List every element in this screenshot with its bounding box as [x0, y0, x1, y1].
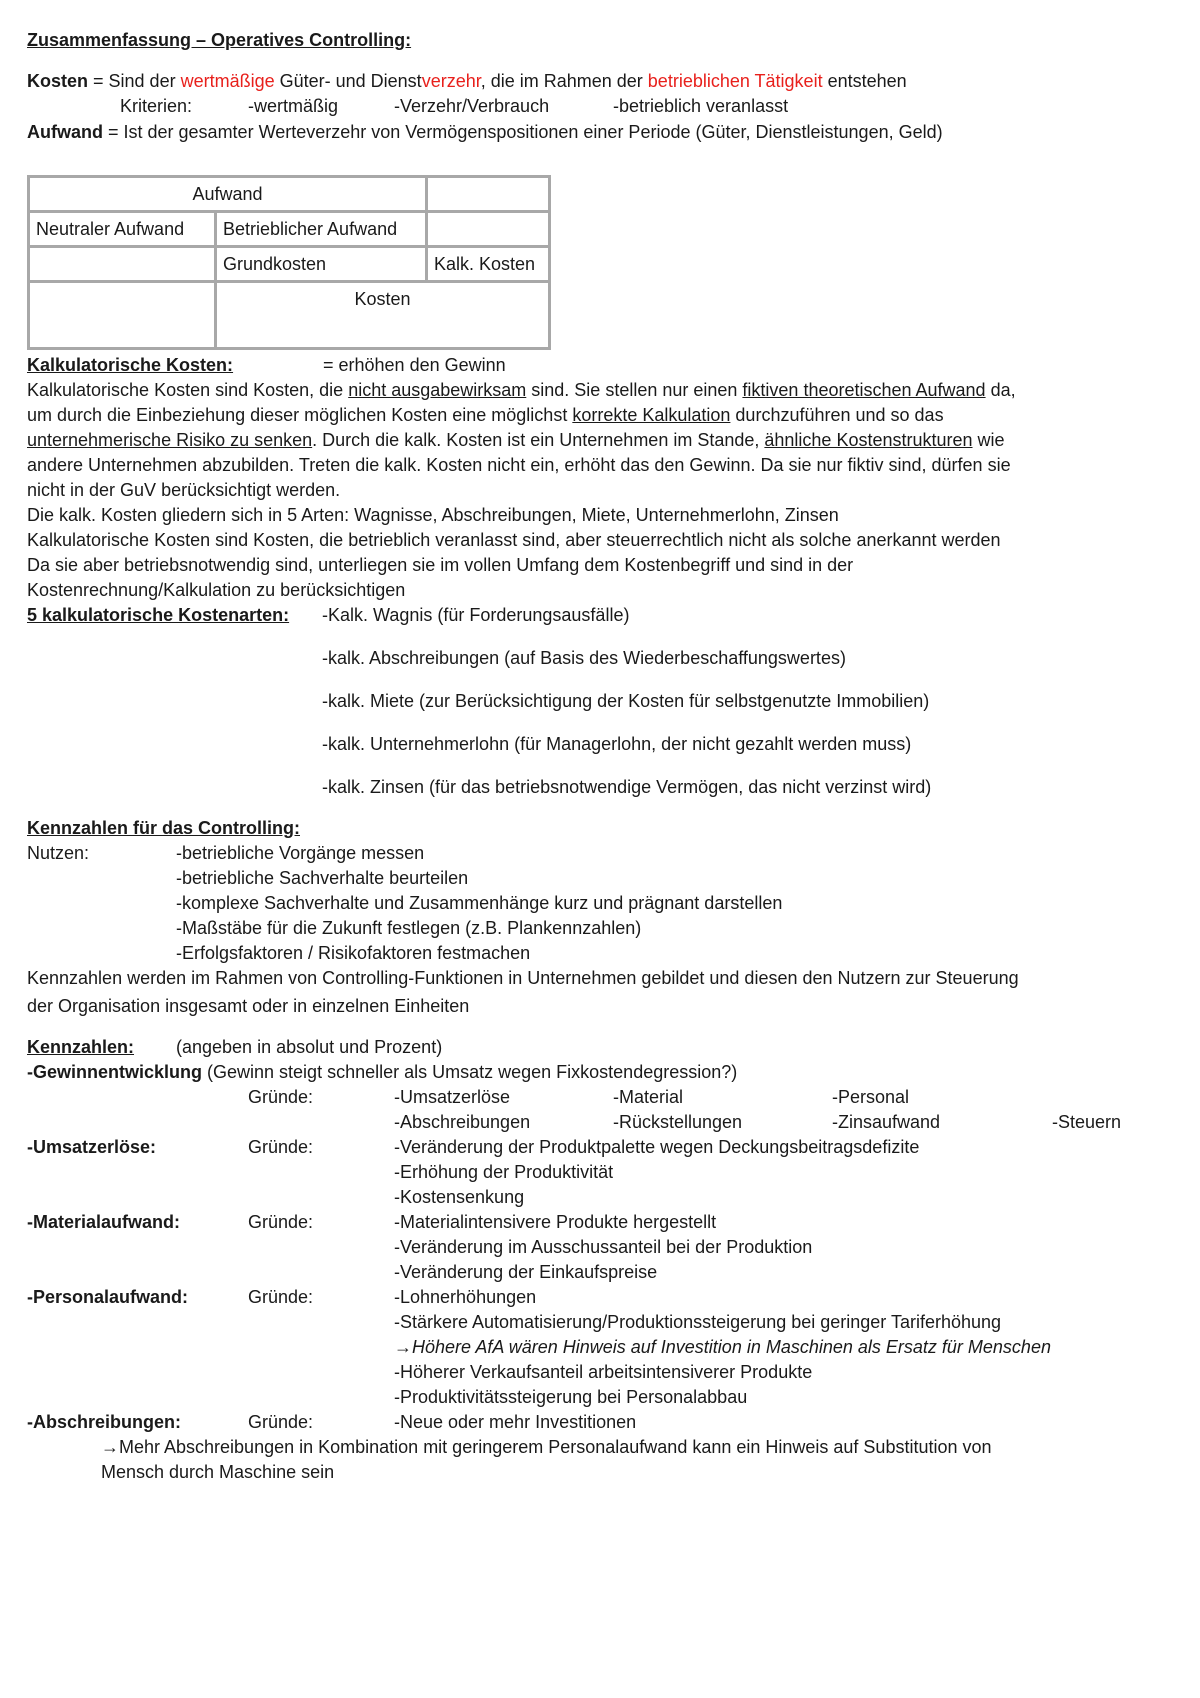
text-underlined: fiktiven theoretischen Aufwand: [742, 380, 986, 400]
kostenart-item: -kalk. Miete (zur Berücksichtigung der Kosten für selbstgenutzte Immobilien): [322, 691, 930, 711]
kosten-text: = Sind der: [88, 71, 181, 91]
text-underlined: unternehmerische Risiko zu senken: [27, 430, 313, 450]
kriterium-item: -Verzehr/Verbrauch: [394, 96, 550, 116]
abschreibungen-note: [101, 1436, 992, 1458]
materialaufwand-label: -Materialaufwand:: [27, 1212, 181, 1232]
text-span: . Durch die kalk. Kosten ist ein Unternehmen im Stande,: [312, 430, 765, 450]
gruende-label: Gründe:: [248, 1137, 314, 1157]
kennzahlen-paragraph-line: Kennzahlen werden im Rahmen von Controlling-Funktionen in Unternehmen gebildet und diesen den Nutzern zur Steuerung: [27, 968, 1019, 988]
grund-item: -Material: [613, 1087, 684, 1107]
text-span: Mehr Abschreibungen in Kombination mit geringerem Personalaufwand kann ein Hinweis auf Substitution von: [119, 1437, 992, 1457]
table-cell-empty: [427, 177, 550, 212]
kalk-paragraph-line: nicht in der GuV berücksichtigt werden.: [27, 480, 341, 500]
kosten-text: Güter- und Dienst: [274, 71, 422, 91]
kalk-paragraph-line: Die kalk. Kosten gliedern sich in 5 Arten: Wagnisse, Abschreibungen, Miete, Unternehmerlohn, Zinsen: [27, 505, 839, 525]
grund-item: -Rückstellungen: [613, 1112, 743, 1132]
kalk-paragraph-line: [27, 404, 944, 426]
table-cell-empty: [29, 247, 216, 282]
table-cell-empty: [29, 282, 216, 349]
kostenart-item: -kalk. Unternehmerlohn (für Managerlohn, der nicht gezahlt werden muss): [322, 734, 912, 754]
grund-item: -Kostensenkung: [394, 1187, 525, 1207]
gewinnentwicklung-note: (Gewinn steigt schneller als Umsatz wegen Fixkostendegression?): [202, 1062, 738, 1082]
umsatzerloese-label: -Umsatzerlöse:: [27, 1137, 157, 1157]
gruende-label: Gründe:: [248, 1212, 314, 1232]
nutzen-item: -betriebliche Sachverhalte beurteilen: [176, 868, 469, 888]
table-cell-neutral: Neutraler Aufwand: [29, 212, 216, 247]
kalk-heading-note: = erhöhen den Gewinn: [323, 355, 506, 375]
grund-item: -Erhöhung der Produktivität: [394, 1162, 614, 1182]
arrow-right-icon: →: [101, 1437, 119, 1457]
kalk-paragraph-line: Kalkulatorische Kosten sind Kosten, die betrieblich veranlasst sind, aber steuerrechtlich nicht als solche anerkannt werden: [27, 530, 1001, 550]
nutzen-item: -Erfolgsfaktoren / Risikofaktoren festmachen: [176, 943, 531, 963]
kosten-text: , die im Rahmen der: [480, 71, 648, 91]
grund-item-note: [394, 1336, 1051, 1358]
kennzahlen-paragraph-line: der Organisation insgesamt oder in einzelnen Einheiten: [27, 996, 470, 1016]
aufwand-text: = Ist der gesamter Werteverzehr von Vermögenspositionen einer Periode (Güter, Dienstleistungen, Geld): [103, 122, 943, 142]
abschreibungen-label: -Abschreibungen:: [27, 1412, 182, 1432]
gruende-label: Gründe:: [248, 1412, 314, 1432]
text-span: da,: [985, 380, 1016, 400]
kalk-paragraph-line: Da sie aber betriebsnotwendig sind, unterliegen sie im vollen Umfang dem Kostenbegriff und sind in der: [27, 555, 854, 575]
grund-item: -Materialintensivere Produkte hergestellt: [394, 1212, 717, 1232]
text-span: Kalkulatorische Kosten sind Kosten, die: [27, 380, 349, 400]
kostenart-item: -kalk. Abschreibungen (auf Basis des Wiederbeschaffungswertes): [322, 648, 846, 668]
kosten-highlight-wertmaessig: wertmäßige: [180, 71, 275, 91]
table-cell-kalk: Kalk. Kosten: [427, 247, 550, 282]
abschreibungen-note: Mensch durch Maschine sein: [101, 1462, 335, 1482]
grund-item: -Höherer Verkaufsanteil arbeitsintensiverer Produkte: [394, 1362, 813, 1382]
gewinnentwicklung-line: [27, 1061, 737, 1083]
text-span: wie: [972, 430, 1005, 450]
gewinnentwicklung-label: -Gewinnentwicklung: [27, 1062, 203, 1082]
text-span: sind. Sie stellen nur einen: [526, 380, 743, 400]
kennzahlen-heading-note: (angeben in absolut und Prozent): [176, 1037, 443, 1057]
kennzahlen-controlling-heading: Kennzahlen für das Controlling:: [27, 818, 300, 838]
grund-item: -Umsatzerlöse: [394, 1087, 511, 1107]
kennzahlen-heading: Kennzahlen:: [27, 1037, 135, 1057]
grund-item: -Veränderung im Ausschussanteil bei der Produktion: [394, 1237, 813, 1257]
kosten-label: Kosten: [27, 71, 89, 91]
text-underlined: nicht ausgabewirksam: [348, 380, 527, 400]
grund-item: -Neue oder mehr Investitionen: [394, 1412, 637, 1432]
kriterien-label: Kriterien:: [120, 96, 193, 116]
kosten-highlight-verzehr: verzehr: [421, 71, 481, 91]
kosten-highlight-taetigkeit: betrieblichen Tätigkeit: [647, 71, 823, 91]
kosten-text: entstehen: [822, 71, 907, 91]
kosten-definition: [27, 70, 907, 92]
kostenarten-heading: 5 kalkulatorische Kostenarten:: [27, 605, 290, 625]
kalk-paragraph-line: [27, 379, 1016, 401]
kostenart-item: -kalk. Zinsen (für das betriebsnotwendige Vermögen, das nicht verzinst wird): [322, 777, 932, 797]
nutzen-item: -komplexe Sachverhalte und Zusammenhänge kurz und prägnant darstellen: [176, 893, 783, 913]
kalk-paragraph-line: Kostenrechnung/Kalkulation zu berücksichtigen: [27, 580, 406, 600]
aufwand-definition: [27, 121, 943, 143]
kalk-paragraph-line: [27, 429, 1005, 451]
text-span: um durch die Einbeziehung dieser möglichen Kosten eine möglichst: [27, 405, 573, 425]
nutzen-item: -Maßstäbe für die Zukunft festlegen (z.B. Plankennzahlen): [176, 918, 642, 938]
table-cell-betrieblich: Betrieblicher Aufwand: [216, 212, 427, 247]
kriterium-item: -betrieblich veranlasst: [613, 96, 789, 116]
grund-item: -Stärkere Automatisierung/Produktionssteigerung bei geringer Tariferhöhung: [394, 1312, 1002, 1332]
text-span: durchzuführen und so das: [730, 405, 944, 425]
text-underlined: ähnliche Kostenstrukturen: [764, 430, 973, 450]
table-cell-empty: [427, 212, 550, 247]
text-underlined: korrekte Kalkulation: [572, 405, 731, 425]
arrow-right-icon: →: [394, 1337, 412, 1357]
nutzen-label: Nutzen:: [27, 843, 90, 863]
grund-item: -Lohnerhöhungen: [394, 1287, 537, 1307]
gruende-label: Gründe:: [248, 1287, 314, 1307]
personalaufwand-label: -Personalaufwand:: [27, 1287, 189, 1307]
grund-item: -Personal: [832, 1087, 910, 1107]
aufwand-label: Aufwand: [27, 122, 103, 142]
kalk-paragraph-line: andere Unternehmen abzubilden. Treten die kalk. Kosten nicht ein, erhöht das den Gewinn. Da sie nur fiktiv sind, dürfen sie: [27, 455, 1011, 475]
nutzen-item: -betriebliche Vorgänge messen: [176, 843, 425, 863]
grund-item: -Produktivitätssteigerung bei Personalabbau: [394, 1387, 748, 1407]
grund-item: -Zinsaufwand: [832, 1112, 941, 1132]
grund-item: -Veränderung der Einkaufspreise: [394, 1262, 658, 1282]
kriterium-item: -wertmäßig: [248, 96, 339, 116]
text-span: Höhere AfA wären Hinweis auf Investition in Maschinen als Ersatz für Menschen: [412, 1337, 1051, 1357]
grund-item: -Steuern: [1052, 1112, 1122, 1132]
gruende-label: Gründe:: [248, 1087, 314, 1107]
kostenart-item: -Kalk. Wagnis (für Forderungsausfälle): [322, 605, 630, 625]
table-cell-kosten: Kosten: [216, 282, 550, 349]
grund-item: -Veränderung der Produktpalette wegen Deckungsbeitragsdefizite: [394, 1137, 920, 1157]
table-cell-aufwand: Aufwand: [29, 177, 427, 212]
page-title: Zusammenfassung – Operatives Controlling:: [27, 30, 412, 50]
table-cell-grundkosten: Grundkosten: [216, 247, 427, 282]
kalk-heading: Kalkulatorische Kosten:: [27, 355, 234, 375]
cost-structure-table: [27, 175, 551, 350]
grund-item: -Abschreibungen: [394, 1112, 531, 1132]
